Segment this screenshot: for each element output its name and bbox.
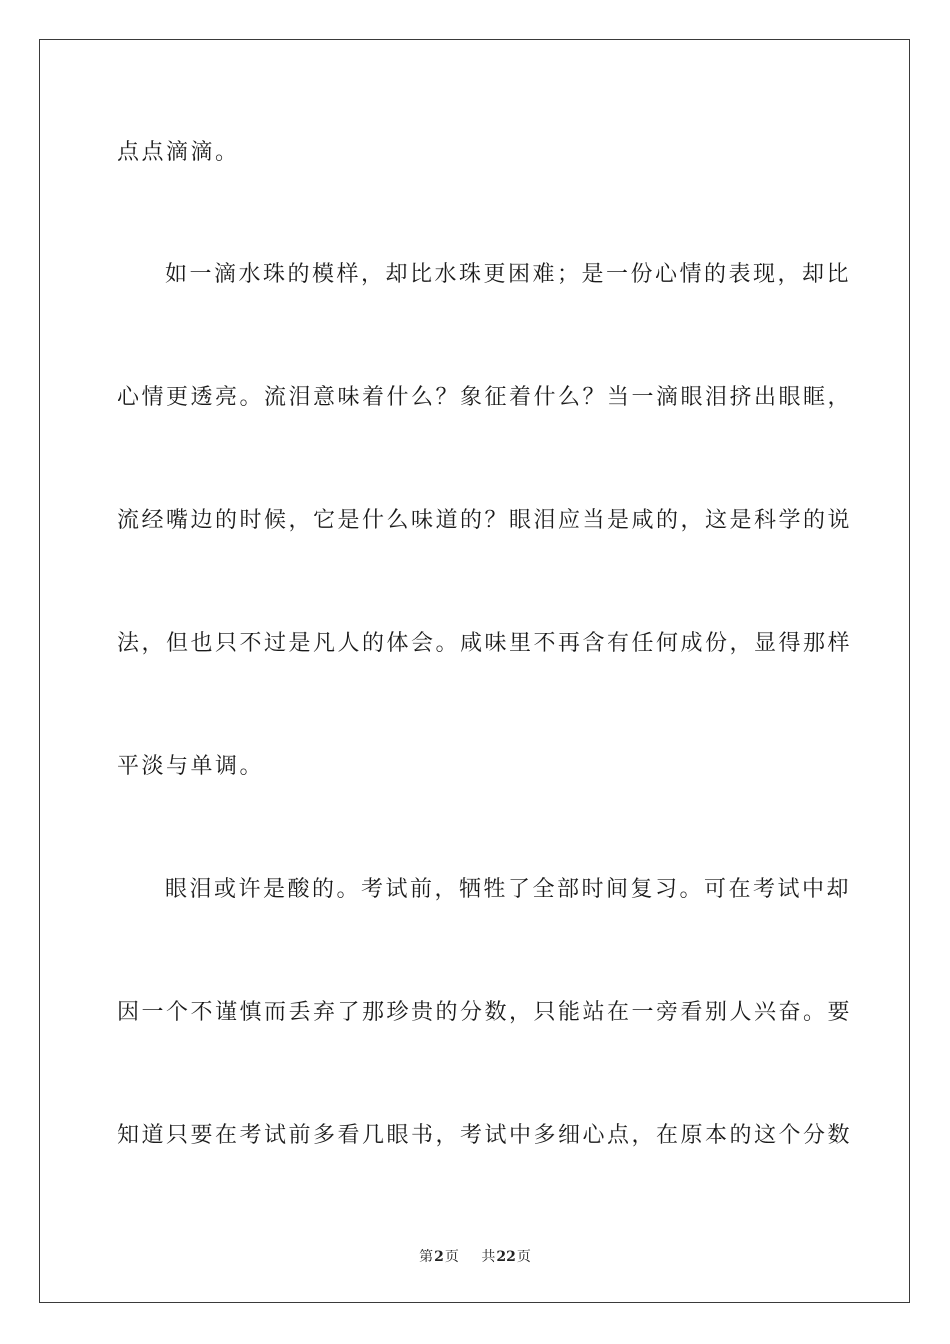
total-pages-indicator: 共22页 xyxy=(481,1249,531,1265)
page-border xyxy=(39,39,910,1303)
text-line: 平淡与单调。 xyxy=(117,754,265,779)
text-line: 心情更透亮。流泪意味着什么？象征着什么？当一滴眼泪挤出眼眶， xyxy=(117,385,853,410)
text-line: 知道只要在考试前多看几眼书，考试中多细心点，在原本的这个分数 xyxy=(117,1123,853,1148)
text-line: 法，但也只不过是凡人的体会。咸味里不再含有任何成份，显得那样 xyxy=(117,631,853,656)
page-footer xyxy=(0,1248,950,1266)
paragraph-first-line: 眼泪或许是酸的。考试前，牺牲了全部时间复习。可在考试中却 xyxy=(165,877,852,902)
text-line: 因一个不谨慎而丢弃了那珍贵的分数，只能站在一旁看别人兴奋。要 xyxy=(117,1000,853,1025)
page-indicator: 第2页 xyxy=(419,1249,459,1265)
paragraph-first-line: 如一滴水珠的模样，却比水珠更困难；是一份心情的表现，却比 xyxy=(165,262,852,287)
text-line: 点点滴滴。 xyxy=(117,140,240,165)
text-line: 流经嘴边的时候，它是什么味道的？眼泪应当是咸的，这是科学的说 xyxy=(117,508,853,533)
